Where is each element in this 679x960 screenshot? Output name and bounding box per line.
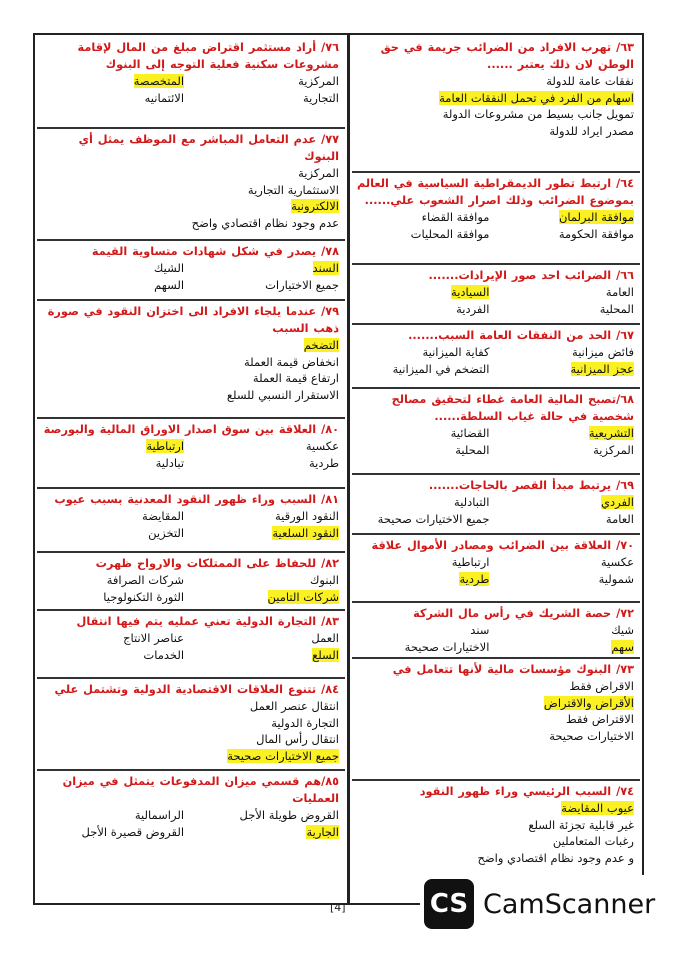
- answer-options: [356, 494, 634, 527]
- answer-options: [41, 337, 339, 403]
- answer-option: التجارية: [302, 90, 339, 105]
- answer-option: جميع الاختيارات صحيحة: [377, 511, 490, 526]
- answer-option: الراسمالية: [134, 808, 185, 822]
- question-block: [352, 535, 640, 603]
- answer-option: الفردية: [456, 301, 490, 316]
- answer-option: المحلية: [599, 301, 634, 316]
- answer-option: العامة: [605, 511, 634, 526]
- answer-option: المركزية: [298, 74, 339, 88]
- answer-option: القروض طويلة الأجل: [239, 808, 339, 822]
- correct-answer: عيوب المقايضة: [561, 801, 634, 815]
- answer-options: [41, 630, 339, 663]
- answer-option: مصدر ايراد للدولة: [549, 123, 634, 138]
- correct-answer: التشريعية: [588, 426, 634, 440]
- answer-option: القضائية: [450, 426, 490, 440]
- question-block: [352, 37, 640, 173]
- answer-option: التضخم في الميزانية: [392, 361, 490, 376]
- camscanner-watermark: [420, 875, 658, 933]
- answer-option: سند: [470, 623, 490, 637]
- answer-options: [356, 800, 634, 866]
- answer-option: النقود الورقية: [274, 509, 339, 523]
- answer-option: عناصر الانتاج: [123, 631, 185, 645]
- correct-answer: النقود السلعية: [272, 525, 339, 540]
- answer-option: التبادلية: [454, 495, 490, 509]
- question-block: [37, 611, 345, 679]
- question-block: [37, 301, 345, 419]
- answer-option: العمل: [311, 631, 339, 645]
- correct-answer: الفردي: [601, 495, 634, 509]
- answer-option: غير قابلية تجزئة السلع: [528, 817, 634, 832]
- correct-answer: السيادية: [451, 285, 490, 299]
- question-title: ٦٣/ تهرب الافراد من الضرائب جريمة في حق الوطن لان ذلك يعتبر ......: [380, 41, 634, 71]
- column-divider: [347, 35, 350, 903]
- question-title: ٧٠/ العلاقة بين الضرائب ومصادر الأموال علاقة: [371, 539, 634, 552]
- answer-option: الاختيارات صحيحة: [549, 728, 634, 743]
- answer-option: الاقراض فقط: [569, 679, 634, 693]
- answer-options: [356, 344, 634, 377]
- page-number: [4]: [330, 901, 346, 914]
- question-block: [352, 781, 640, 869]
- answer-option: المقايضة: [142, 509, 185, 523]
- answer-option: ارتفاع قيمة العملة: [252, 371, 339, 385]
- question-title: ٨٣/ التجارة الدولية تعني عمليه يتم فيها انتقال: [76, 615, 339, 628]
- question-block: [352, 659, 640, 781]
- answer-option: انتقال عنصر العمل: [249, 699, 339, 713]
- answer-option: التخزين: [148, 525, 185, 540]
- answer-option: تمويل جانب بسيط من مشروعات الدولة: [442, 107, 634, 121]
- question-title: ٦٨/تصبح المالية العامة غطاء لتحقيق مصالح شخصية في حالة غياب السلطة......: [391, 393, 634, 423]
- answer-options: [41, 807, 339, 840]
- right-column: [352, 37, 640, 865]
- question-title: ٦٩/ يرتبط مبدأ القصر بالحاجات.......: [428, 479, 634, 492]
- answer-option: التجارة الدولية: [271, 715, 339, 730]
- answer-options: [41, 508, 339, 541]
- answer-option: طردية: [309, 455, 339, 470]
- question-block: [352, 603, 640, 659]
- answer-option: انتقال رأس المال: [256, 732, 339, 746]
- answer-option: موافقة القضاء: [421, 210, 490, 224]
- answer-options: [356, 425, 634, 458]
- question-block: [352, 389, 640, 475]
- camscanner-logo-icon: CS: [424, 879, 474, 929]
- question-title: ٧٨/ يصدر في شكل شهادات متساوية القيمة: [91, 245, 339, 258]
- answer-options: [356, 209, 634, 242]
- correct-answer: اسهام من الفرد في تحمل النفقات العامة: [439, 90, 634, 105]
- question-block: [37, 129, 345, 241]
- answer-option: عكسية: [600, 555, 634, 569]
- answer-option: الشيك: [153, 261, 185, 275]
- correct-answer: ارتباطية: [146, 439, 185, 453]
- question-title: ٨١/ السبب وراء ظهور النقود المعدنية بسبب عيوب: [54, 493, 339, 506]
- question-block: [37, 489, 345, 553]
- correct-answer: الالكترونية: [291, 199, 339, 213]
- answer-options: [41, 165, 339, 231]
- answer-option: الاقتراض فقط: [565, 712, 634, 726]
- question-block: [37, 679, 345, 771]
- answer-option: نفقات عامة للدولة: [546, 74, 634, 88]
- answer-option: شيك: [611, 623, 634, 637]
- answer-options: [356, 73, 634, 139]
- answer-option: كفاية الميزانية: [422, 345, 490, 359]
- answer-option: الخدمات: [143, 647, 185, 662]
- correct-answer: عجز الميزانية: [570, 361, 634, 376]
- answer-option: القروض قصيرة الأجل: [81, 824, 185, 839]
- correct-answer: الأقراض والاقتراض: [543, 695, 634, 710]
- correct-answer: الجارية: [306, 824, 339, 839]
- question-block: [37, 37, 345, 129]
- question-title: ٧٩/ عندما يلجاء الافراد الى اختزان النقود في صورة ذهب السبب: [47, 305, 339, 335]
- correct-answer: طردية: [459, 571, 490, 586]
- correct-answer: المتخصصة: [133, 74, 185, 88]
- question-title: ٧٦/ أراد مستثمر اقتراض مبلغ من المال لإقامة مشروعات سكنية فعلية التوجه إلى البنوك: [77, 41, 339, 71]
- correct-answer: السلع: [312, 647, 339, 662]
- question-title: ٨٥/هم قسمي ميزان المدفوعات يتمثل في ميزان العمليات: [62, 775, 339, 805]
- question-block: [37, 419, 345, 489]
- correct-answer: جميع الاختيارات صحيحة: [227, 748, 339, 763]
- question-block: [37, 771, 345, 843]
- question-title: ٦٤/ ارتبط تطور الديمقراطية السياسية في العالم بموضوع الضرائب وذلك اصرار الشعوب علي......: [357, 177, 634, 207]
- question-title: ٨٠/ العلاقة بين سوق اصدار الاوراق المالية والبورصة: [43, 423, 339, 436]
- answer-option: عدم وجود نظام اقتصادي واضح: [191, 215, 339, 230]
- camscanner-text: CamScanner: [483, 888, 656, 920]
- left-column: [37, 37, 345, 901]
- answer-option: الائتمانيه: [144, 90, 185, 105]
- answer-option: العامة: [605, 285, 634, 299]
- question-title: ٨٤/ تتنوع العلاقات الاقتصادية الدولية وتشتمل علي: [54, 683, 339, 696]
- answer-options: [41, 572, 339, 605]
- question-title: ٨٢/ للحفاظ على الممتلكات والارواح ظهرت: [95, 557, 339, 570]
- question-block: [352, 475, 640, 535]
- answer-option: تبادلية: [155, 455, 185, 470]
- answer-option: و عدم وجود نظام اقتصادي واضح: [477, 850, 634, 865]
- question-block: [352, 325, 640, 389]
- correct-answer: سهم: [611, 639, 634, 654]
- answer-option: جميع الاختيارات: [265, 277, 339, 292]
- answer-option: البنوك: [309, 573, 339, 587]
- answer-option: الاختيارات صحيحة: [404, 639, 490, 654]
- answer-options: [41, 260, 339, 293]
- answer-option: الاستقرار النسبي للسلع: [226, 387, 339, 402]
- question-title: ٧٧/ عدم التعامل المباشر مع الموظف يمثل أي البنوك: [78, 133, 339, 163]
- answer-option: الاستثمارية التجارية: [247, 182, 339, 197]
- answer-option: المركزية: [298, 166, 339, 180]
- question-block: [37, 553, 345, 611]
- answer-option: المحلية: [455, 442, 490, 457]
- answer-option: المركزية: [593, 442, 634, 457]
- answer-option: موافقة الحكومة: [558, 226, 634, 241]
- answer-option: رغبات المتعاملين: [552, 834, 634, 848]
- answer-options: [356, 284, 634, 317]
- correct-answer: موافقة البرلمان: [558, 210, 634, 224]
- question-block: [352, 265, 640, 325]
- question-title: ٦٦/ الضرائب احد صور الإيرادات.......: [428, 269, 634, 282]
- question-block: [37, 241, 345, 301]
- answer-option: انخفاض قيمة العملة: [243, 354, 339, 369]
- answer-option: الثورة التكنولوجيا: [103, 589, 185, 604]
- correct-answer: التضخم: [303, 338, 339, 352]
- question-title: ٦٧/ الحد من النفقات العامة السبب.......: [408, 329, 634, 342]
- answer-option: ارتباطية: [451, 555, 490, 569]
- answer-options: [41, 698, 339, 764]
- answer-options: [356, 554, 634, 587]
- answer-option: السهم: [154, 277, 185, 292]
- question-title: ٧٣/ البنوك مؤسسات مالية لأنها تتعامل في: [392, 663, 634, 676]
- answer-options: [356, 678, 634, 744]
- answer-option: شمولية: [598, 571, 634, 586]
- answer-option: عكسية: [305, 439, 339, 453]
- question-title: ٧٤/ السبب الرئيسي وراء ظهور النقود: [419, 785, 634, 798]
- answer-option: موافقة المحليات: [410, 226, 490, 241]
- answer-options: [41, 438, 339, 471]
- answer-options: [356, 622, 634, 655]
- answer-option: شركات الصرافة: [106, 573, 185, 587]
- question-block: [352, 173, 640, 265]
- answer-option: فائض ميزانية: [572, 345, 634, 359]
- answer-options: [41, 73, 339, 106]
- correct-answer: السند: [312, 261, 339, 275]
- correct-answer: شركات التامين: [267, 589, 339, 604]
- question-title: ٧٢/ حصة الشريك في رأس مال الشركة: [413, 607, 634, 620]
